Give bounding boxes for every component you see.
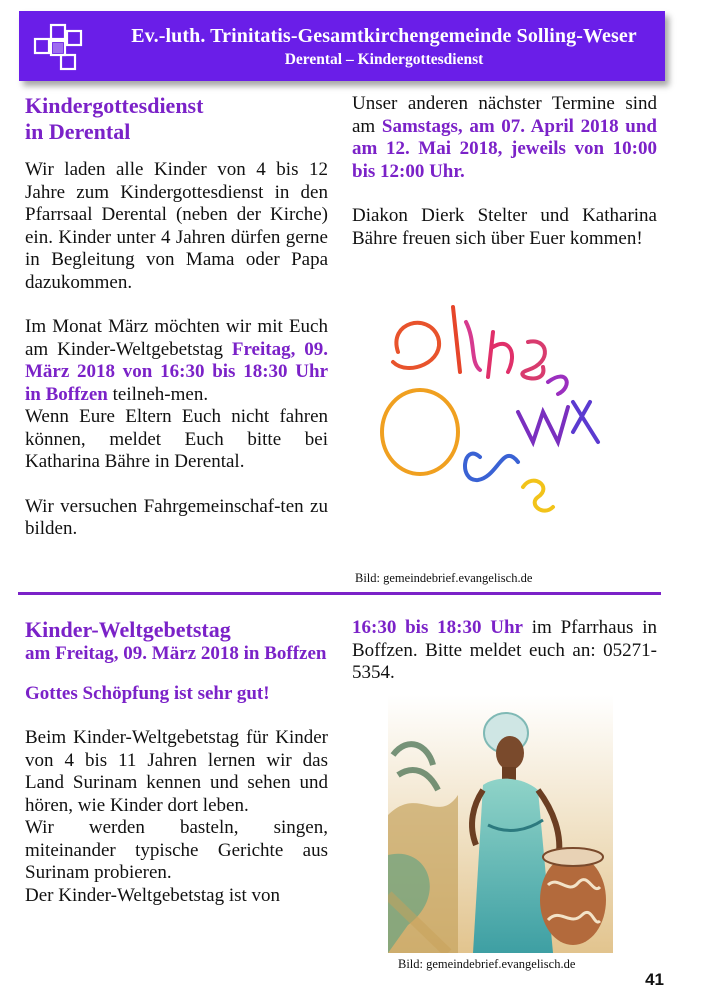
- section1-right-column: [352, 93, 657, 250]
- section1-heading-line2: in Derental: [25, 119, 131, 144]
- image-credit-1: Bild: gemeindebrief.evangelisch.de: [355, 571, 533, 585]
- section1-left-column: [25, 93, 328, 541]
- time-highlight: 16:30 bis 18:30 Uhr: [352, 617, 523, 638]
- section1-paragraph-1: Wir laden alle Kinder von 4 bis 12 Jahre zum Kindergottesdienst in den Pfarrsaal Derental (neben der Kirche) ein. Kinder unter 4 Jahren dürfen gerne in Begleitung von Mama oder Papa dazukommen.: [25, 159, 328, 293]
- image-credit-2: Bild: gemeindebrief.evangelisch.de: [398, 957, 576, 971]
- section2-right-column: [352, 617, 657, 685]
- para2-text-before: Im Monat März möchten wir mit Euch am Kinder-Weltgebetstag: [25, 316, 328, 360]
- overlapping-squares-logo-icon: [31, 19, 87, 75]
- page-number: 41: [645, 970, 664, 989]
- section-divider: [18, 592, 661, 595]
- page-header: [19, 11, 665, 81]
- section1-paragraph-2: [25, 316, 328, 406]
- section2-right-paragraph: [352, 617, 657, 685]
- section2-paragraph-1: Beim Kinder-Weltgebetstag für Kinder von 4 bis 11 Jahren lernen wir das Land Surinam kennen und sehen und hören, wie Kinder dort leben.: [25, 727, 328, 816]
- next-dates-text: Unser anderen nächster Termine sind am: [352, 93, 657, 137]
- section2-left-column: [25, 617, 328, 907]
- event-date-highlight: Freitag, 09. März 2018 von 16:30 bis 18:30 Uhr in Boffzen: [25, 338, 328, 405]
- next-dates-paragraph: [352, 93, 657, 183]
- next-dates-highlight: Samstags, am 07. April 2018 und am 12. Mai 2018, jeweils von 10:00 bis 12:00 Uhr.: [352, 115, 657, 182]
- rainbow-calligraphy-dove-illustration-icon: [368, 292, 608, 532]
- section2-tagline: Gottes Schöpfung ist sehr gut!: [25, 683, 270, 704]
- section1-heading-line1: Kindergottesdienst: [25, 93, 204, 118]
- page-title: Ev.-luth. Trinitatis-Gesamtkirchengemeinde Solling-Weser: [131, 25, 637, 47]
- section2-paragraph-3: Der Kinder-Weltgebetstag ist von: [25, 884, 281, 906]
- section1-paragraph-3: Wenn Eure Eltern Euch nicht fahren können, meldet Euch bitte bei Katharina Bähre in Derental.: [25, 406, 328, 472]
- woman-with-drum-watercolor-illustration-icon: [388, 695, 613, 953]
- welcome-paragraph: Diakon Dierk Stelter und Katharina Bähre freuen sich über Euer kommen!: [352, 205, 657, 249]
- section2-subheading: am Freitag, 09. März 2018 in Boffzen: [25, 643, 327, 664]
- para2-text-after: teilneh-men.: [107, 383, 209, 405]
- page-subtitle: Derental – Kindergottesdienst: [284, 51, 484, 68]
- section1-paragraph-4: Wir versuchen Fahrgemeinschaf-ten zu bilden.: [25, 495, 328, 539]
- section2-paragraph-2: Wir werden basteln, singen, miteinander typische Gerichte aus Surinam probieren.: [25, 817, 328, 883]
- section2-heading: Kinder-Weltgebetstag: [25, 617, 231, 642]
- location-contact-text: im Pfarrhaus in Boffzen. Bitte meldet euch an: 05271-5354.: [352, 617, 657, 683]
